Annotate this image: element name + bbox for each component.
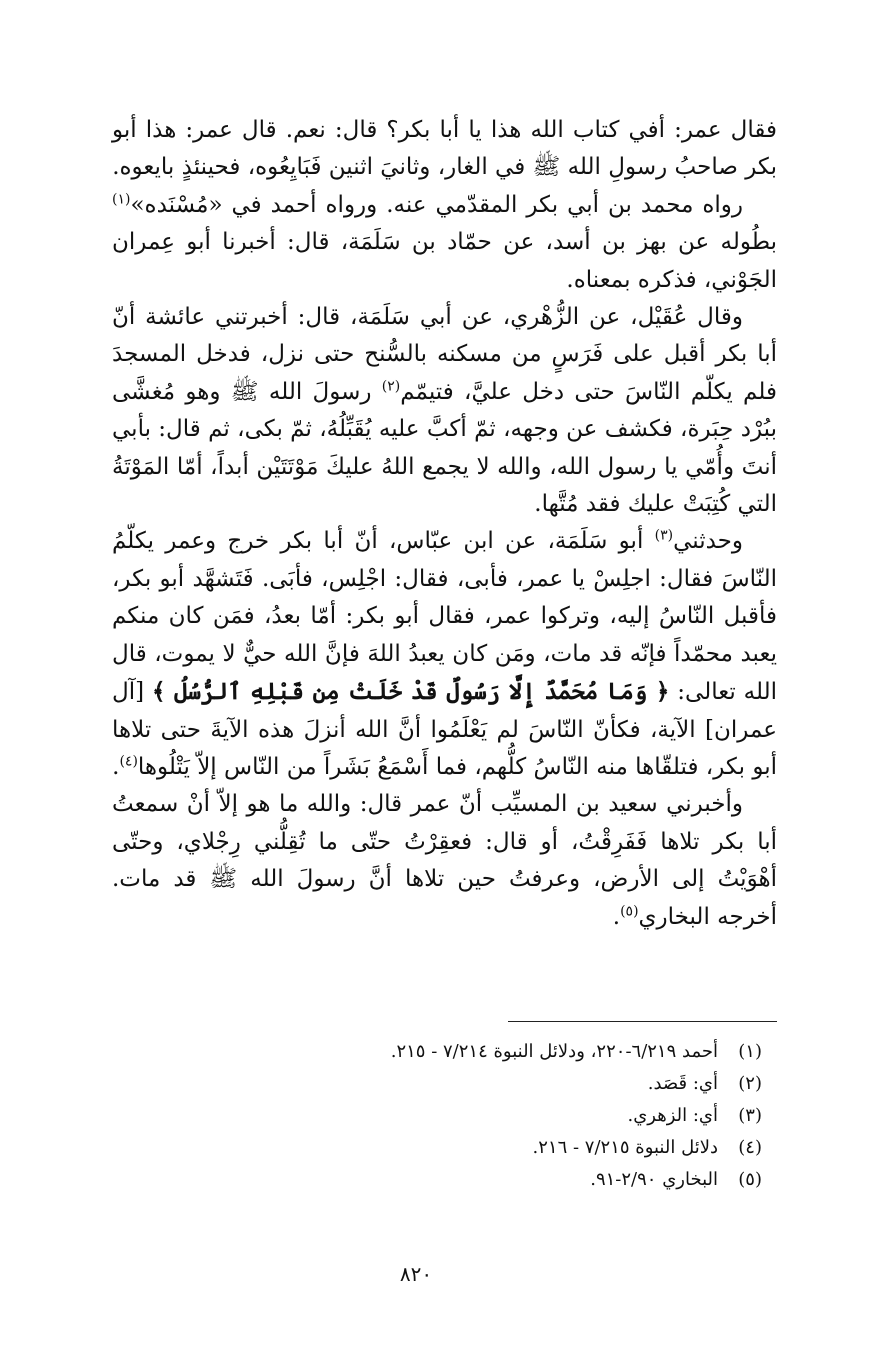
footnote-number: (١) (738, 1041, 762, 1062)
footnote-number: (٢) (738, 1073, 762, 1094)
paragraph-5: وأخبرني سعيد بن المسيِّب أنّ عمر قال: والله ما هو إلاّ أنْ سمعتُ أبا بكر تلاها فَفَرِقْتُ، أو قال: فعقِرْتُ حتّى ما تُقِلُّني رِجْلاي، وحتّى أهْوَيْتُ إلى الأرض، وعرفتُ حين تلاها أنَّ رسولَ الله ﷺ قد مات. أخرجه البخاري$^{(٥)}$. (112, 791, 777, 930)
footnote-number: (٤) (738, 1137, 762, 1158)
main-text (112, 112, 777, 936)
paragraph-1: فقال عمر: أفي كتاب الله هذا يا أبا بكر؟ قال: نعم. قال عمر: هذا أبو بكر صاحبُ رسولِ الله ﷺ في الغار، وثانيَ اثنين فَبَايِعُوه، فحينئذٍ بايعوه. (112, 117, 777, 181)
footnote-ref-2[interactable]: (٢) (381, 378, 401, 395)
footnote-ref-1[interactable]: (١) (112, 191, 131, 208)
page-number: ٨٢٠ (399, 1262, 433, 1286)
footnote-1: (١)أحمد ٦/٢١٩-٢٢٠، ودلائل النبوة ٧/٢١٤ - ٢١٥. (200, 1036, 762, 1068)
paragraph-4: وحدثني$^{(٣)}$ أبو سَلَمَة، عن ابن عبّاس، أنّ أبا بكر خرج وعمر يكلّمُ النّاسَ فقال: اجلِسْ يا عمر، فأبى، فقال: اجْلِس، فأبَى. فَتَشهَّد أبو بكر، فأقبل النّاسُ إليه، وتركوا عمر، فقال أبو بكر: أمّا بعدُ، فمَن كان منكم يعبد محمّداً فإنّه قد مات، ومَن كان يعبدُ اللهَ فإنَّ الله حيٌّ لا يموت، قال الله تعالى: ﴿ وَمَا مُحَمَّدٌ إِلَّا رَسُولٌ قَدْ خَلَتْ مِن قَبْلِهِ ٱلرُّسُلُ ﴾ [آل عمران] الآية، فكأنّ النّاسَ لم يَعْلَمُوا أنَّ الله أنزلَ هذه الآيةَ حتى تلاها أبو بكر، فتلقّاها منه النّاسُ كلُّهم، فما أَسْمَعُ بَشَراً من النّاس إلاّ يَتْلُوها$^{(٤)}$. (112, 527, 777, 780)
footnote-2: (٢)أي: قَصَد. (200, 1068, 762, 1100)
footnote-ref-4[interactable]: (٤) (119, 753, 138, 770)
footnote-3: (٣)أي: الزهري. (200, 1100, 762, 1132)
footnote-5: (٥)البخاري ٢/٩٠-٩١. (200, 1164, 762, 1196)
quran-verse: ﴿ وَمَا مُحَمَّدٌ إِلَّا رَسُولٌ قَدْ خَلَتْ مِن قَبْلِهِ ٱلرُّسُلُ ﴾ (152, 678, 670, 706)
footnotes (200, 1036, 762, 1196)
footnote-number: (٥) (738, 1169, 762, 1190)
paragraph-2: رواه محمد بن أبي بكر المقدّمي عنه. ورواه أحمد في «مُسْنَده»$^{(١)}$ بطُوله عن بهز بن أسد، عن حمّاد بن سَلَمَة، قال: أخبرنا أبو عِمران الجَوْني، فذكره بمعناه. (112, 191, 777, 293)
footnote-ref-3[interactable]: (٣) (654, 527, 674, 544)
paragraph-3: وقال عُقَيْل، عن الزُّهْري، عن أبي سَلَمَة، قال: أخبرتني عائشة أنّ أبا بكر أقبل على فَرَسٍ من مسكنه بالسُّنح حتى نزل، فدخل المسجدَ فلم يكلّم النّاسَ حتى دخل عليَّ، فتيمّم$^{(٢)}$ رسولَ الله ﷺ وهو مُغشَّى ببُرْد حِبَرة، فكشف عن وجهه، ثمّ أكبَّ عليه يُقَبِّلُهُ، ثمّ بكى، ثم قال: بأبي أنتَ وأُمّي يا رسول الله، والله لا يجمع اللهُ عليكَ مَوْتَتَيْن أبداً، أمّا المَوْتَةُ التي كُتِبَتْ عليك فقد مُتَّها. (112, 304, 777, 518)
footnote-divider (508, 1021, 777, 1022)
footnote-4: (٤)دلائل النبوة ٧/٢١٥ - ٢١٦. (200, 1132, 762, 1164)
footnote-number: (٣) (738, 1105, 762, 1126)
footnote-ref-5[interactable]: (٥) (620, 902, 639, 919)
